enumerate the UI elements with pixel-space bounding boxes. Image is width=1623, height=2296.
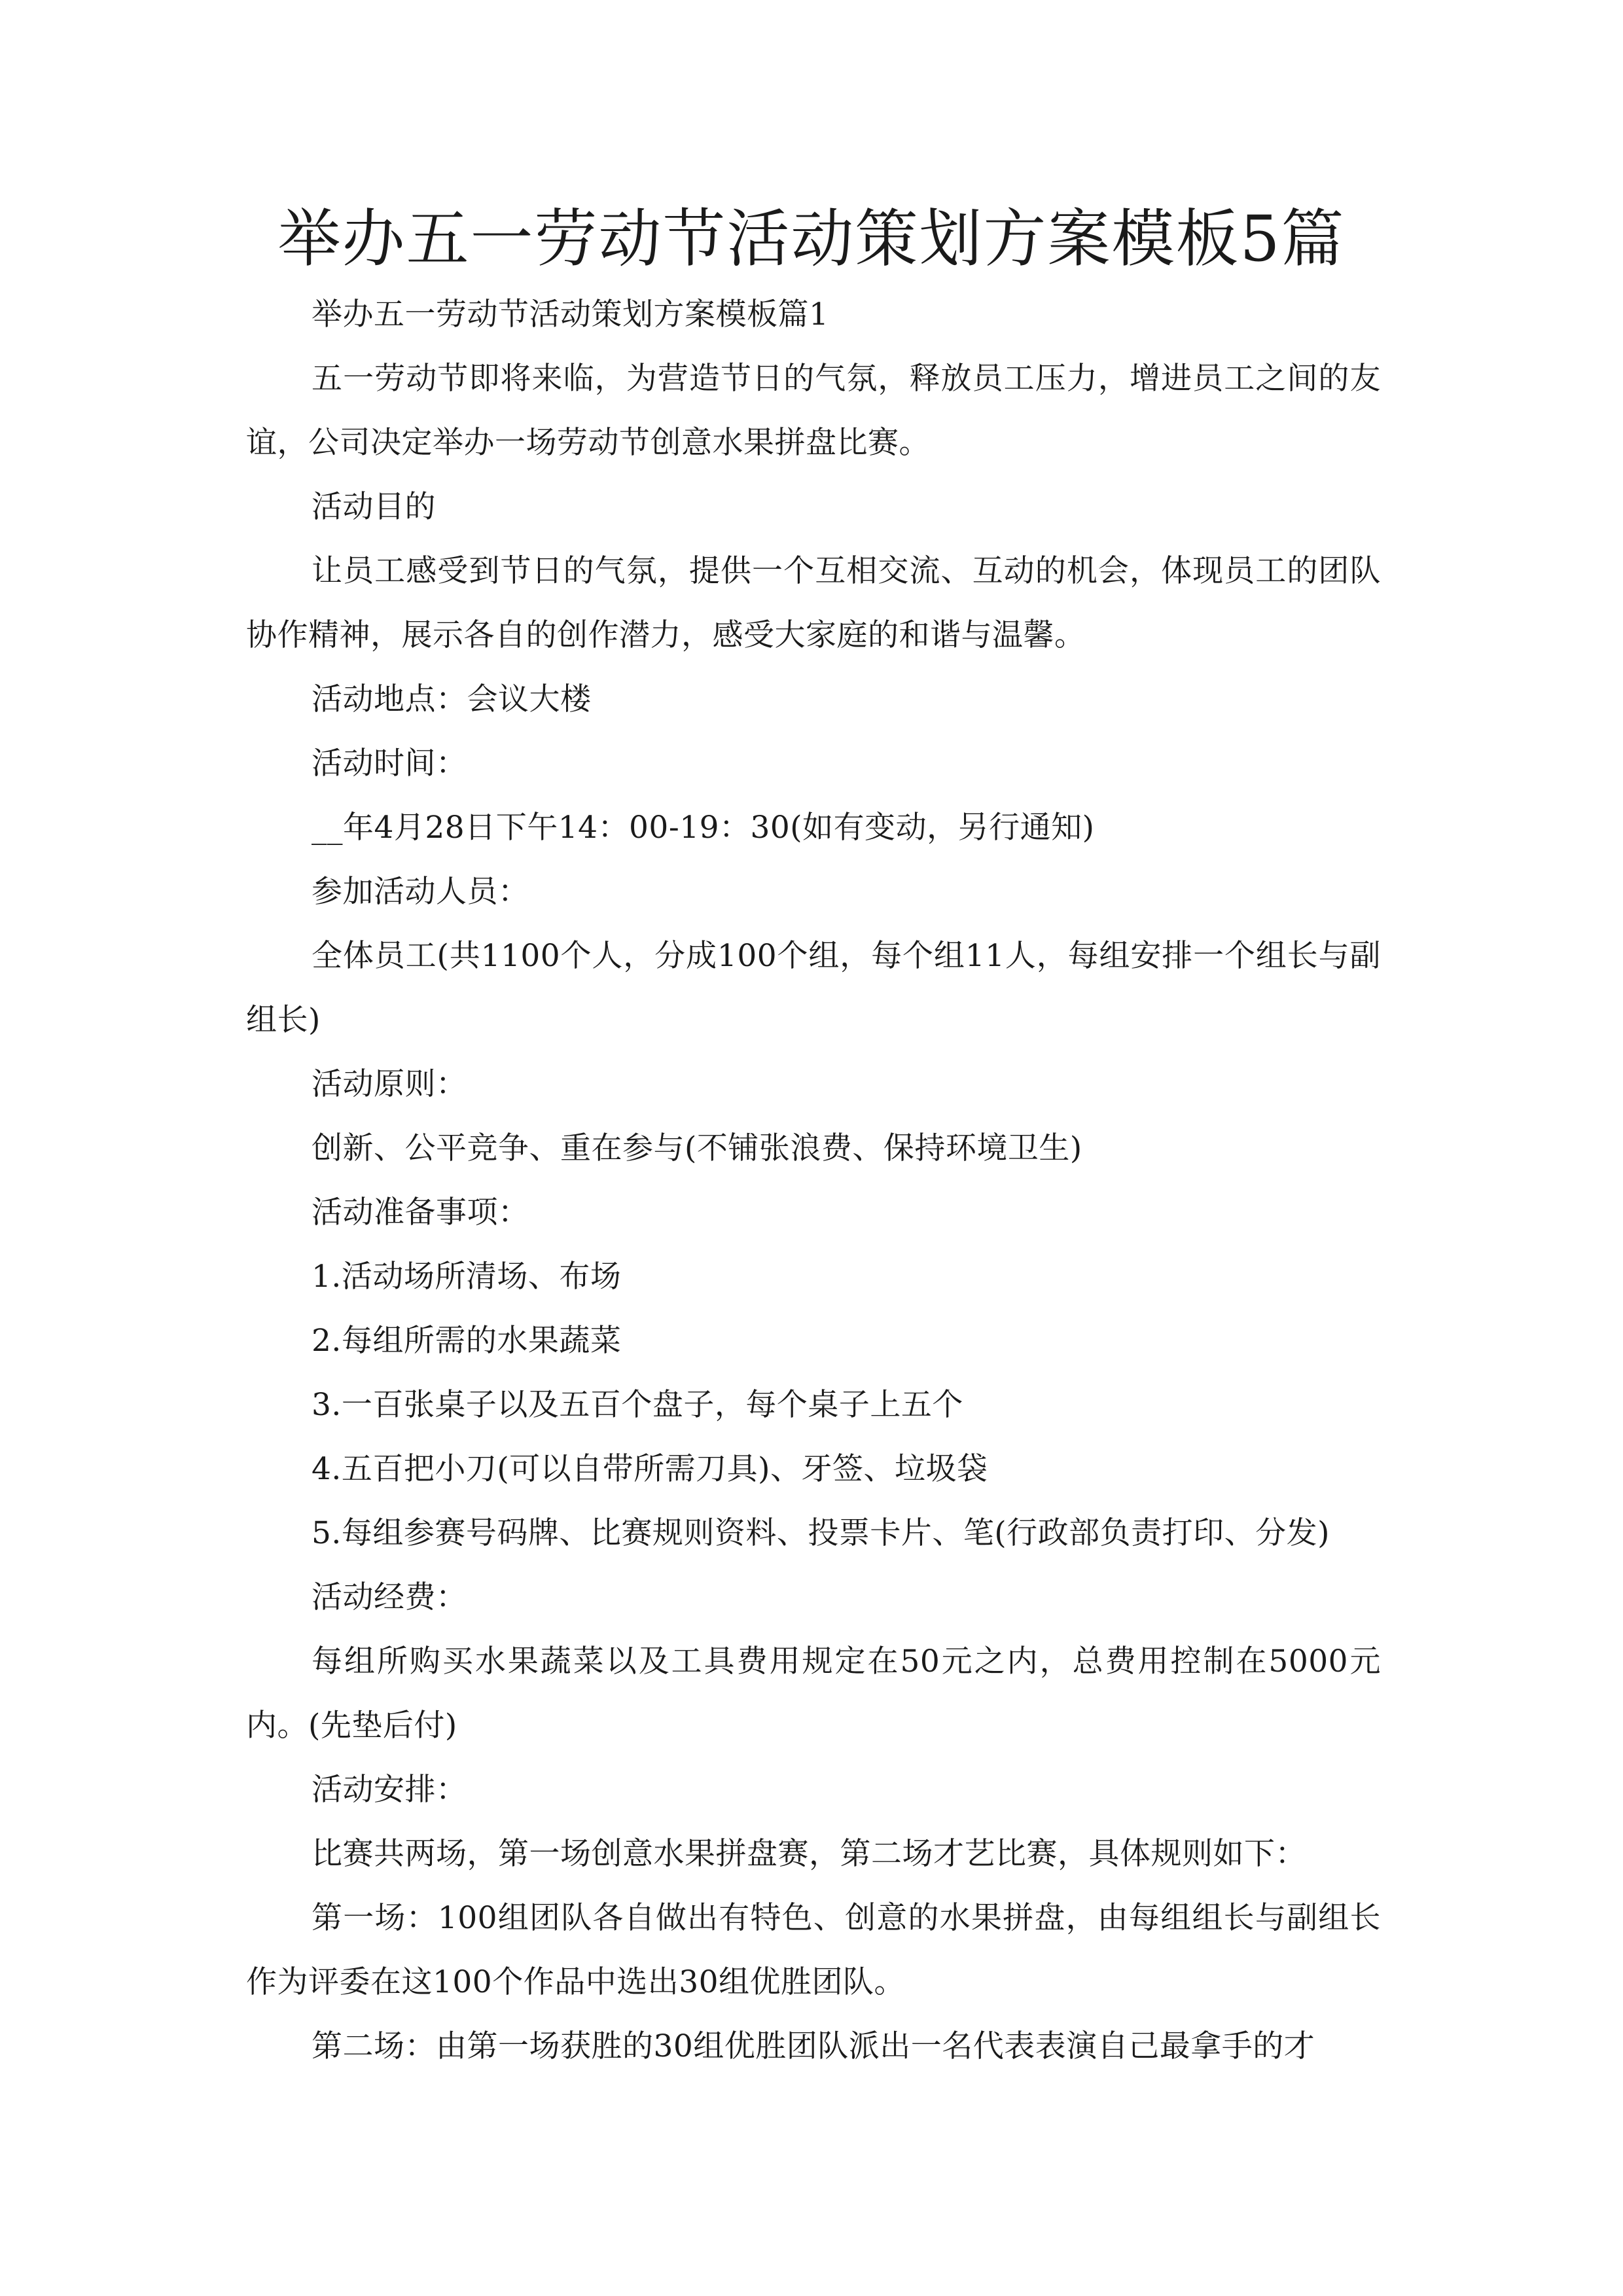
paragraph: 第二场：由第一场获胜的30组优胜团队派出一名代表表演自己最拿手的才 — [312, 2028, 1315, 2064]
paragraph: 五一劳动节即将来临，为营造节日的气氛，释放员工压力，增进员工之间的友谊，公司决定举办一场劳动节创意水果拼盘比赛。 — [246, 361, 1381, 461]
paragraph: 比赛共两场，第一场创意水果拼盘赛，第二场才艺比赛，具体规则如下： — [312, 1836, 1306, 1872]
paragraph: 创新、公平竞争、重在参与(不铺张浪费、保持环境卫生) — [312, 1130, 1082, 1166]
paragraph: 第一场：100组团队各自做出有特色、创意的水果拼盘，由每组组长与副组长作为评委在这100个作品中选出30组优胜团队。 — [246, 1900, 1381, 2000]
section-heading: 举办五一劳动节活动策划方案模板篇1 — [312, 296, 829, 332]
paragraph: 参加活动人员： — [312, 874, 529, 910]
list-item: 2.每组所需的水果蔬菜 — [312, 1323, 622, 1359]
paragraph: 让员工感受到节日的气氛，提供一个互相交流、互动的机会，体现员工的团队协作精神，展示各自的创作潜力，感受大家庭的和谐与温馨。 — [246, 553, 1381, 653]
paragraph: 活动地点：会议大楼 — [312, 681, 592, 717]
paragraph: 活动安排： — [312, 1772, 467, 1808]
list-item: 3.一百张桌子以及五百个盘子，每个桌子上五个 — [312, 1387, 963, 1423]
paragraph: 每组所购买水果蔬菜以及工具费用规定在50元之内，总费用控制在5000元内。(先垫后付) — [246, 1643, 1381, 1744]
paragraph: 活动时间： — [312, 745, 467, 781]
list-item: 1.活动场所清场、布场 — [312, 1259, 622, 1295]
list-item: 4.五百把小刀(可以自带所需刀具)、牙签、垃圾袋 — [312, 1451, 988, 1487]
paragraph: 活动准备事项： — [312, 1194, 529, 1230]
document-title: 举办五一劳动节活动策划方案模板5篇 — [277, 202, 1346, 276]
paragraph: 活动原则： — [312, 1066, 467, 1102]
paragraph: 活动经费： — [312, 1579, 467, 1615]
paragraph: 活动目的 — [312, 489, 436, 525]
paragraph: 全体员工(共1100个人，分成100个组，每个组11人，每组安排一个组长与副组长) — [246, 938, 1381, 1038]
paragraph: __年4月28日下午14：00-19：30(如有变动，另行通知) — [312, 810, 1095, 846]
document-body — [246, 283, 1381, 2079]
list-item: 5.每组参赛号码牌、比赛规则资料、投票卡片、笔(行政部负责打印、分发) — [312, 1515, 1330, 1551]
